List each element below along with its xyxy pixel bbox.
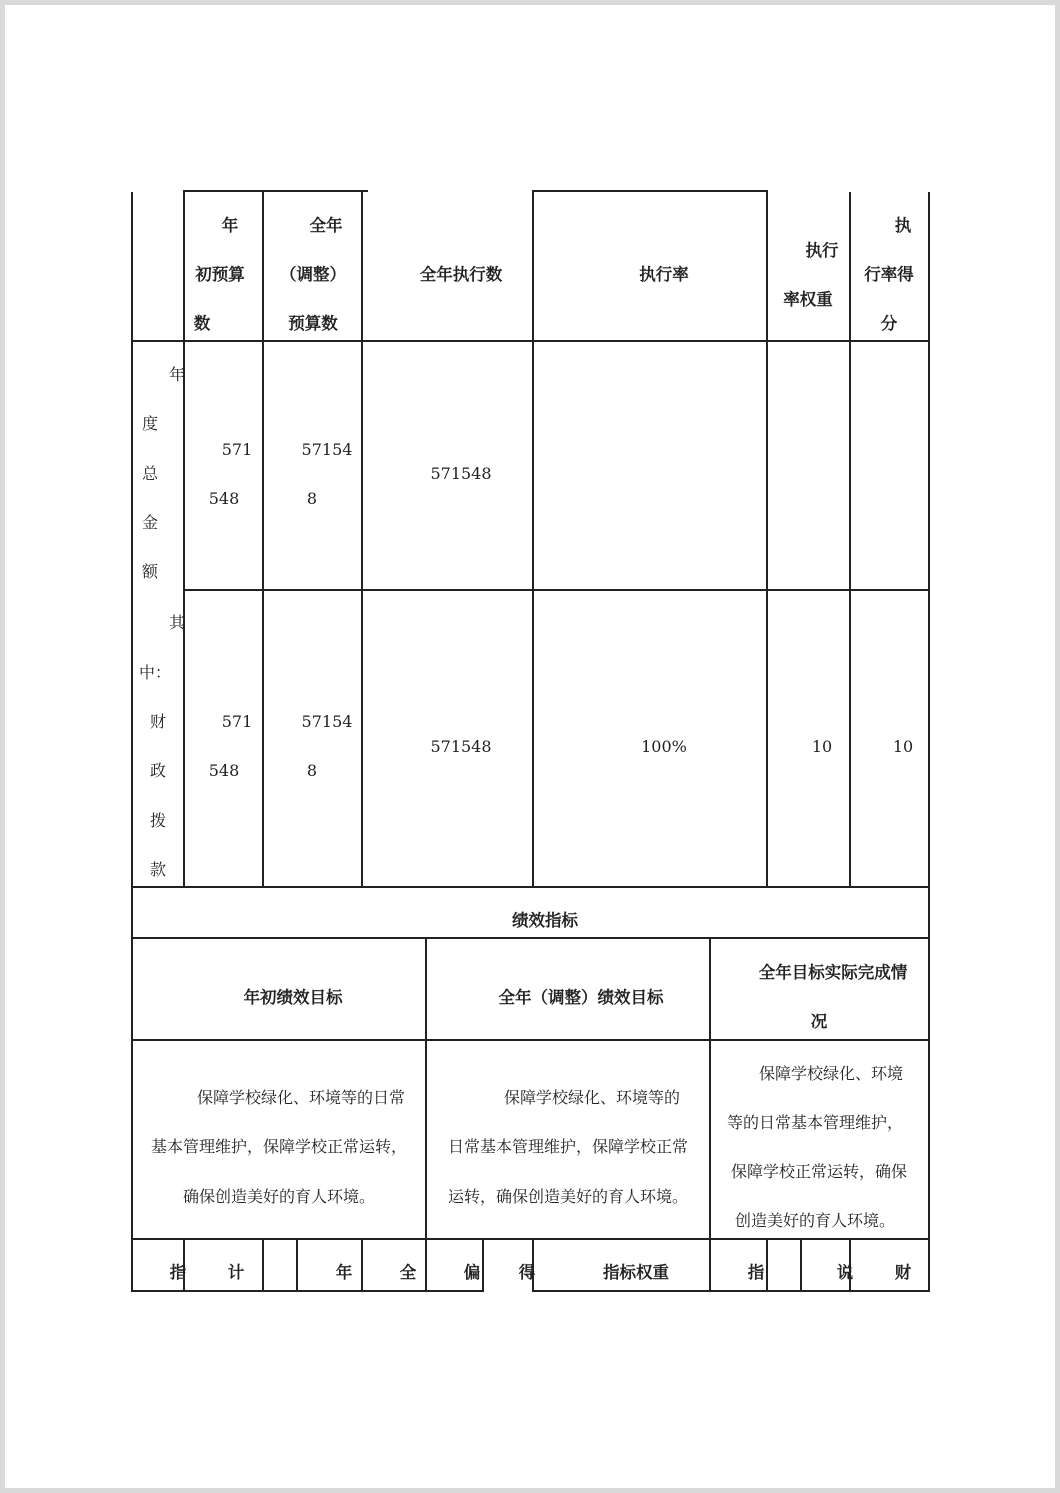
cell-executed: 571548 <box>430 737 492 756</box>
cell-executed: 571548 <box>430 464 492 483</box>
row-line <box>532 1290 930 1292</box>
col-line <box>296 1238 298 1290</box>
row-line <box>131 937 930 939</box>
col-line <box>766 192 768 886</box>
row-line <box>131 340 930 342</box>
row-line <box>131 1290 484 1292</box>
row-line <box>131 886 930 888</box>
performance-title: 绩效指标 <box>512 911 578 930</box>
col-line <box>849 192 851 886</box>
col-line <box>766 1238 768 1290</box>
col-line <box>532 192 534 886</box>
header-adjusted-goal: 全年（调整）绩效目标 <box>498 988 664 1007</box>
col-line <box>709 1238 711 1290</box>
cell-rate: 100% <box>641 737 687 756</box>
col-line <box>425 1238 427 1290</box>
col-line <box>361 1238 363 1290</box>
cell-weight: 10 <box>811 737 833 756</box>
header-initial-goal: 年初绩效目标 <box>243 988 343 1007</box>
document-page: 年 初预算 数 全年 （调整） 预算数 全年执行数 执行率 执行 率权重 执 行率得 分 年 度 总 金 额 571 548 57154 8 571548 其 中： 财 政 拨 款 571 548 57154 8 571548 100% 10 10 绩效指标 年初绩效目标 全年（调整）绩效目标 全年目标实际完成情 况 保障学校绿化、环境等的日常 基本管理维护，保障学校正常运转， 确保创造美好的育人环境。 保障学校绿化、环境等的 日常基本管理维护，保障学校正常 运转，确保创造美好的育人环境。 保障学校绿化、环境 等的日常基本管理维护， 保障学校正常运转，确保 创造美好的育人环境。 指 计 年 全 偏 得 指标权重 指 说 财 <box>5 5 1055 1488</box>
table-border-left <box>131 192 133 1292</box>
header-executed: 全年执行数 <box>419 265 503 284</box>
col-line <box>425 937 427 1238</box>
cell-score: 10 <box>892 737 914 756</box>
header-rate: 执行率 <box>639 265 689 284</box>
col-line <box>709 937 711 1238</box>
row-line <box>183 589 930 591</box>
row-line <box>532 190 768 192</box>
col-line <box>262 1238 264 1290</box>
row-line <box>183 190 368 192</box>
row-line <box>131 1039 930 1041</box>
table-border-right <box>928 192 930 1292</box>
col-line <box>262 192 264 886</box>
col-line <box>183 192 185 886</box>
col-line <box>361 192 363 886</box>
